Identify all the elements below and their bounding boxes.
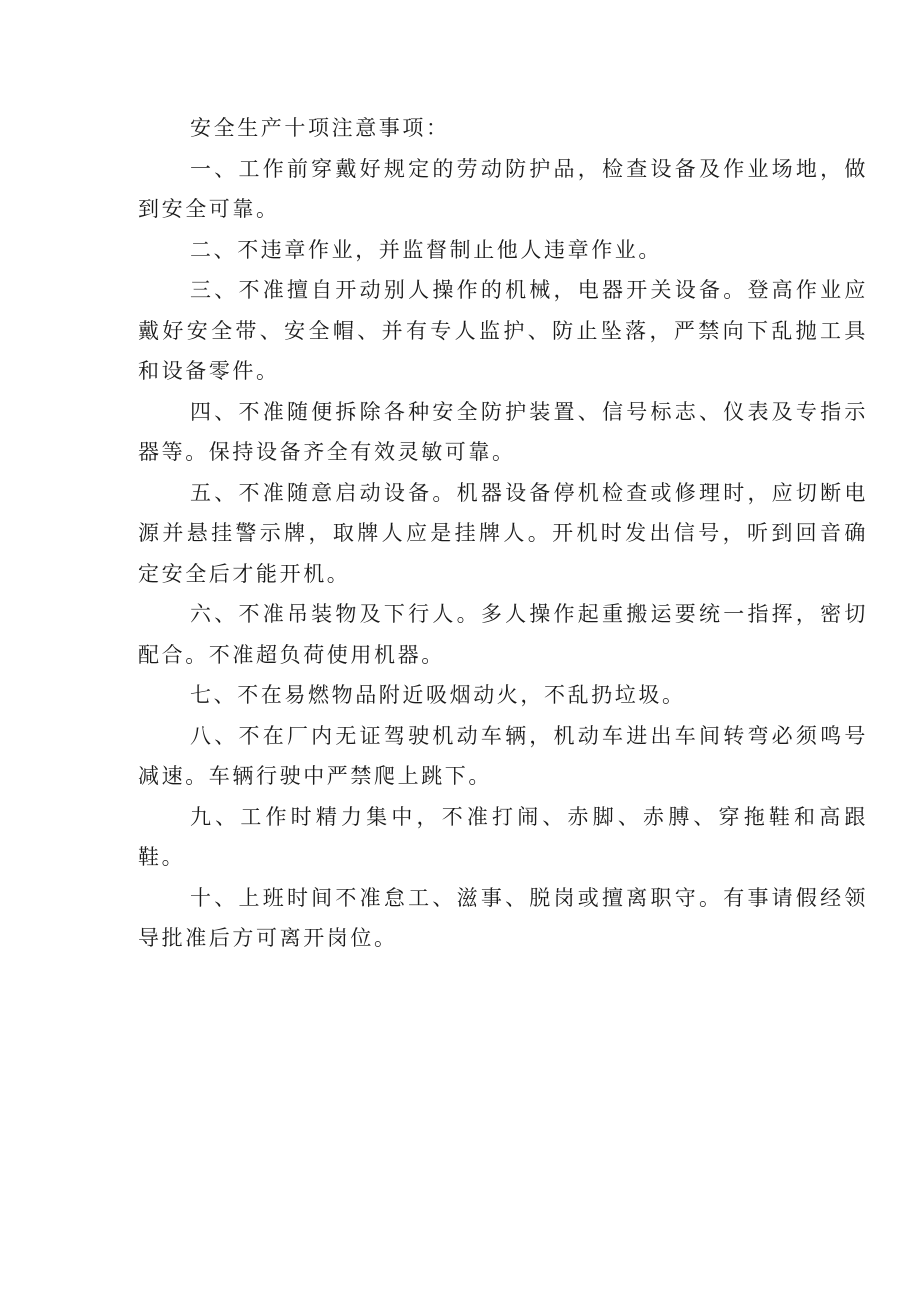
rule-item-10: 十、上班时间不准怠工、滋事、脱岗或擅离职守。有事请假经领导批准后方可离开岗位。 <box>138 885 868 950</box>
rule-item-8: 八、不在厂内无证驾驶机动车辆，机动车进出车间转弯必须鸣号减速。车辆行驶中严禁爬上跳下。 <box>138 723 868 788</box>
rule-item-5: 五、不准随意启动设备。机器设备停机检查或修理时，应切断电源并悬挂警示牌，取牌人应是挂牌人。开机时发出信号，听到回音确定安全后才能开机。 <box>138 480 868 586</box>
rule-item-9: 九、工作时精力集中，不准打闹、赤脚、赤膊、穿拖鞋和高跟鞋。 <box>138 804 868 869</box>
rule-item-2: 二、不违章作业，并监督制止他人违章作业。 <box>190 237 662 262</box>
rule-item-3: 三、不准擅自开动别人操作的机械，电器开关设备。登高作业应戴好安全带、安全帽、并有专人监护、防止坠落，严禁向下乱抛工具和设备零件。 <box>138 278 868 383</box>
rule-item-1: 一、工作前穿戴好规定的劳动防护品，检查设备及作业场地，做到安全可靠。 <box>138 156 868 221</box>
rule-item-4: 四、不准随便拆除各种安全防护装置、信号标志、仪表及专指示器等。保持设备齐全有效灵敏可靠。 <box>138 399 868 464</box>
document-body <box>138 108 868 959</box>
rule-item-6: 六、不准吊装物及下行人。多人操作起重搬运要统一指挥，密切配合。不准超负荷使用机器。 <box>138 602 868 667</box>
document-title: 安全生产十项注意事项： <box>190 116 450 140</box>
rule-item-7: 七、不在易燃物品附近吸烟动火，不乱扔垃圾。 <box>190 683 686 707</box>
